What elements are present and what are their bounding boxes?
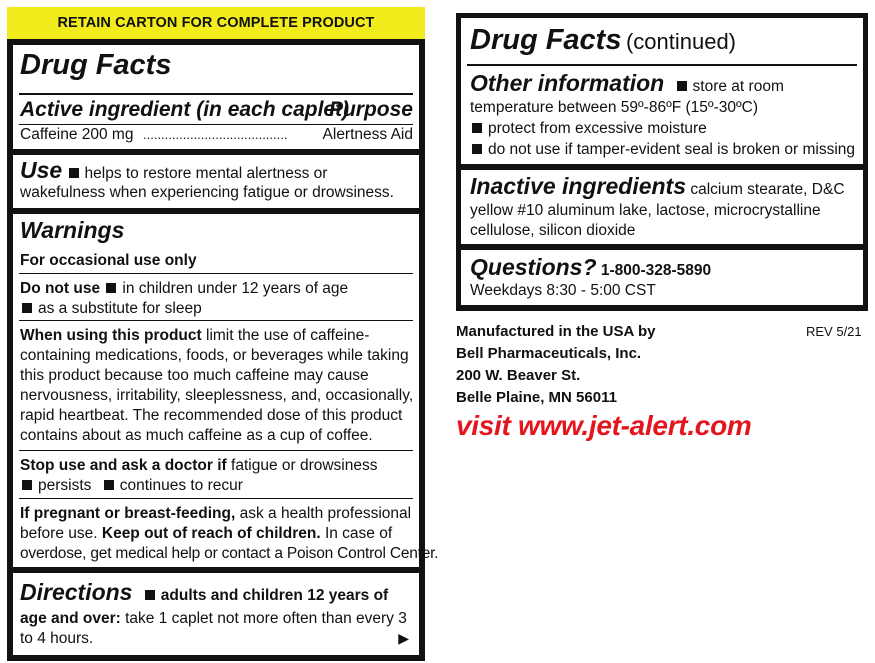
bullet-icon	[472, 144, 482, 154]
when-using-line-6: contains about as much caffeine as a cup of coffee.	[20, 427, 373, 444]
stop-use-1: fatigue or drowsiness	[231, 457, 378, 474]
keep-out-of-reach: Keep out of reach of children.	[101, 525, 321, 542]
bullet-icon	[472, 123, 482, 133]
ingredient-name: Caffeine 200 mg	[20, 126, 134, 143]
retain-carton-banner: RETAIN CARTON FOR COMPLETE PRODUCT	[7, 7, 425, 39]
directions-2a: age and over:	[20, 610, 121, 627]
other-info-4: do not use if tamper-evident seal is broken or missing	[488, 141, 856, 158]
use-heading: Use	[20, 157, 63, 183]
pregnant-label: If pregnant or breast-feeding,	[20, 505, 236, 522]
other-info-line-2: temperature between 59º-86ºF (15º-30ºC)	[470, 99, 759, 116]
other-information-heading: Other information	[470, 70, 665, 96]
drug-facts-title-continued: Drug Facts	[470, 24, 622, 56]
drug-facts-continued-panel	[456, 13, 868, 311]
manufacturer-line-2: Bell Pharmaceuticals, Inc.	[456, 345, 642, 362]
pregnant-line-2	[20, 524, 392, 544]
purpose-heading: Purpose	[328, 98, 413, 121]
inactive-ingredients-box	[461, 170, 863, 244]
stop-use-line-1	[20, 456, 378, 476]
other-information-box	[461, 18, 863, 164]
active-ingredient-heading: Active ingredient (in each caplet)	[20, 98, 350, 121]
do-not-use-line-1	[20, 279, 348, 299]
ingredient-dots: ........................................	[143, 127, 288, 142]
do-not-use-label: Do not use	[20, 280, 101, 297]
other-info-line-3	[470, 119, 707, 139]
inactive-line-1	[470, 172, 845, 204]
bullet-icon	[22, 480, 32, 490]
questions-hours: Weekdays 8:30 - 5:00 CST	[470, 282, 656, 299]
stop-use-2: persists	[38, 477, 92, 494]
questions-heading: Questions?	[470, 254, 597, 280]
when-using-line-4: nervousness, irritability, sleeplessness, and, occasionally,	[20, 387, 414, 404]
bullet-icon	[22, 303, 32, 313]
when-using-line-2: containing medications, foods, or beverages while taking	[20, 347, 409, 364]
inactive-ingredients-heading: Inactive ingredients	[470, 173, 687, 199]
pregnant-2a: before use.	[20, 525, 98, 542]
stop-use-label: Stop use and ask a doctor if	[20, 457, 227, 474]
drug-facts-title: Drug Facts	[20, 49, 172, 81]
continued-label: (continued)	[625, 29, 737, 54]
website-link[interactable]: visit www.jet-alert.com	[456, 410, 752, 441]
do-not-use-2: as a substitute for sleep	[38, 300, 202, 317]
stop-use-3: continues to recur	[119, 477, 243, 494]
drug-facts-panel	[7, 39, 439, 661]
use-box	[13, 155, 419, 208]
manufacturer-line-4: Belle Plaine, MN 56011	[456, 389, 617, 406]
do-not-use-1: in children under 12 years of age	[122, 280, 349, 297]
active-ingredient-box	[13, 45, 419, 149]
warnings-heading: Warnings	[20, 217, 125, 243]
warnings-box	[13, 214, 439, 567]
directions-box	[13, 573, 419, 655]
manufacturer-line-3: 200 W. Beaver St.	[456, 367, 581, 384]
directions-heading: Directions	[20, 579, 133, 605]
bullet-icon	[104, 480, 114, 490]
continue-arrow-icon: ▶	[398, 630, 409, 646]
when-using-line-3: this product because too much caffeine may cause	[20, 367, 369, 384]
phone-number: 1-800-328-5890	[600, 262, 712, 279]
inactive-1: calcium stearate, D&C	[690, 181, 845, 198]
pregnant-line-1	[20, 504, 411, 524]
when-using-label: When using this product	[20, 327, 202, 344]
pregnant-1: ask a health professional	[239, 505, 412, 522]
directions-line-3: to 4 hours.	[20, 630, 94, 647]
do-not-use-line-2	[20, 299, 202, 319]
bullet-icon	[677, 81, 687, 91]
manufacturer-line-1: Manufactured in the USA by	[456, 323, 656, 340]
stop-use-line-2	[20, 476, 243, 496]
use-line-2: wakefulness when experiencing fatigue or drowsiness.	[20, 184, 394, 201]
directions-line-1	[20, 578, 388, 610]
bullet-icon	[145, 590, 155, 600]
other-info-3: protect from excessive moisture	[488, 120, 707, 137]
when-using-line-1	[20, 326, 369, 346]
when-using-1: limit the use of caffeine-	[206, 327, 370, 344]
bullet-icon	[69, 168, 79, 178]
questions-box	[461, 250, 863, 305]
directions-2b: take 1 caplet not more often than every 3	[125, 610, 407, 627]
continued-title	[470, 24, 736, 57]
other-info-1: store at room	[692, 78, 784, 95]
revision-label: REV 5/21	[806, 324, 862, 339]
bullet-icon	[106, 283, 116, 293]
directions-line-2	[20, 609, 407, 629]
occasional-use: For occasional use only	[20, 252, 197, 269]
pregnant-2c: In case of	[324, 525, 393, 542]
manufacturer-info	[456, 321, 655, 409]
inactive-line-3: cellulose, silicon dioxide	[470, 222, 636, 239]
use-text-1: helps to restore mental alertness or	[84, 165, 328, 182]
purpose-value: Alertness Aid	[322, 126, 413, 143]
other-info-line-4	[470, 140, 855, 160]
other-info-line-1	[470, 69, 784, 101]
inactive-line-2: yellow #10 aluminum lake, lactose, microcrystalline	[470, 202, 821, 219]
pregnant-line-3: overdose, get medical help or contact a Poison Control Center.	[20, 545, 439, 562]
when-using-line-5: rapid heartbeat. The recommended dose of this product	[20, 407, 403, 424]
directions-1: adults and children 12 years of	[160, 587, 389, 604]
